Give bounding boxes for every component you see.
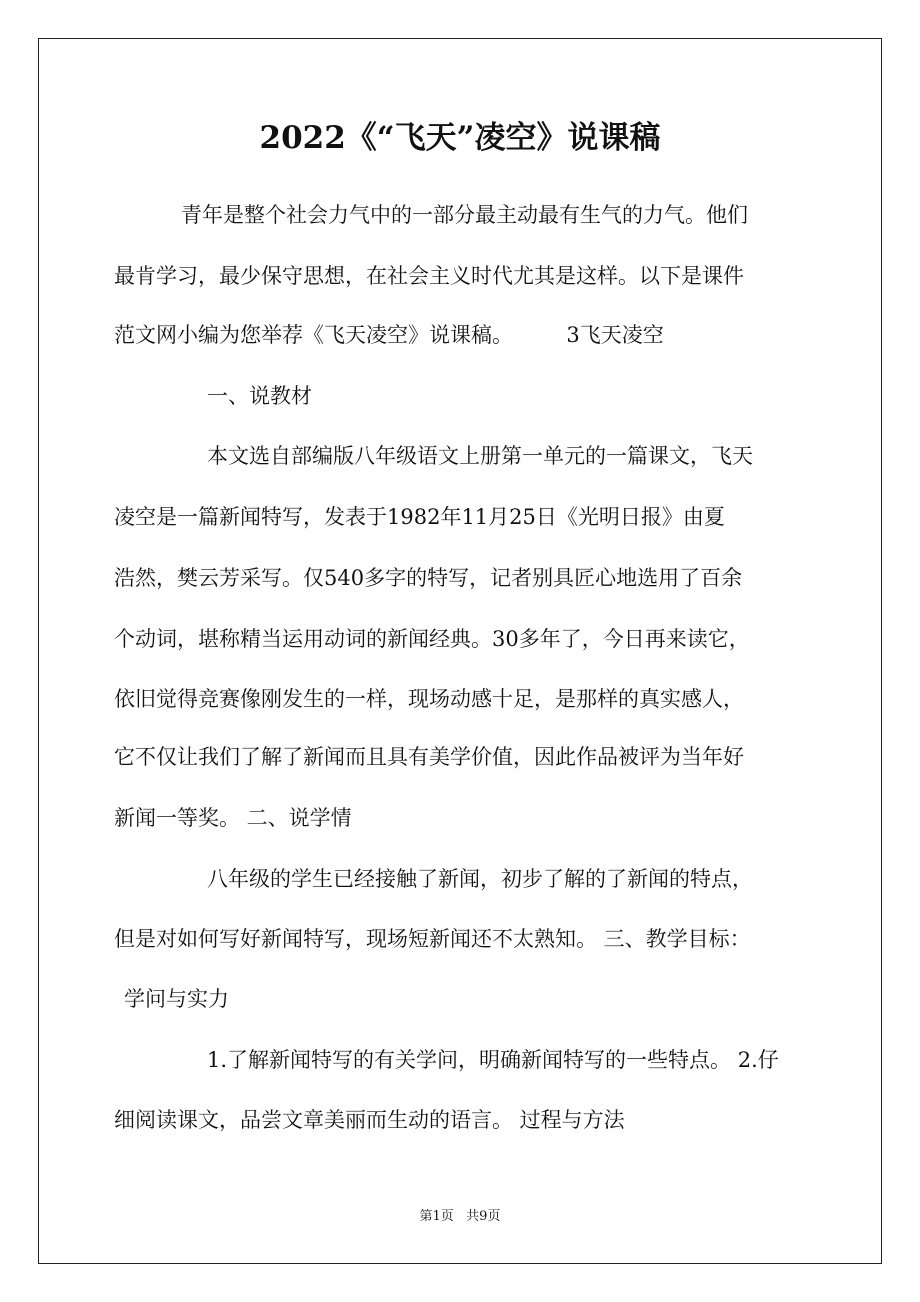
paragraph-line: 新闻一等奖。 二、说学情	[114, 806, 352, 830]
document-title: 2022《“飞天”凌空》说课稿	[259, 120, 661, 156]
section-heading: 一、说教材	[207, 384, 312, 408]
section-heading: 学问与实力	[124, 987, 229, 1011]
paragraph-line: 1.了解新闻特写的有关学问，明确新闻特写的一些特点。 2.仔	[207, 1048, 779, 1072]
paragraph-line: 细阅读课文，品尝文章美丽而生动的语言。 过程与方法	[114, 1108, 625, 1132]
paragraph-line: 范文网小编为您举荐《飞天凌空》说课稿。 3飞天凌空	[114, 323, 664, 347]
paragraph-line: 它不仅让我们了解了新闻而且具有美学价值，因此作品被评为当年好	[114, 745, 744, 769]
page-footer: 第1页 共9页	[419, 1209, 501, 1224]
paragraph-line: 最肯学习，最少保守思想，在社会主义时代尤其是这样。以下是课件	[114, 264, 744, 288]
paragraph-line: 个动词，堪称精当运用动词的新闻经典。30多年了，今日再来读它，	[114, 627, 750, 651]
paragraph-line: 浩然，樊云芳采写。仅540多字的特写，记者别具匠心地选用了百余	[114, 566, 743, 590]
paragraph-line: 青年是整个社会力气中的一部分最主动最有生气的力气。他们	[181, 203, 748, 227]
paragraph-line: 依旧觉得竞赛像刚发生的一样，现场动感十足，是那样的真实感人，	[114, 687, 744, 711]
paragraph-line: 本文选自部编版八年级语文上册第一单元的一篇课文，飞天	[207, 444, 753, 468]
paragraph-line: 八年级的学生已经接触了新闻，初步了解的了新闻的特点，	[207, 867, 753, 891]
paragraph-line: 凌空是一篇新闻特写，发表于1982年11月25日《光明日报》由夏	[114, 505, 725, 529]
paragraph-line: 但是对如何写好新闻特写，现场短新闻还不太熟知。 三、教学目标：	[114, 927, 751, 951]
